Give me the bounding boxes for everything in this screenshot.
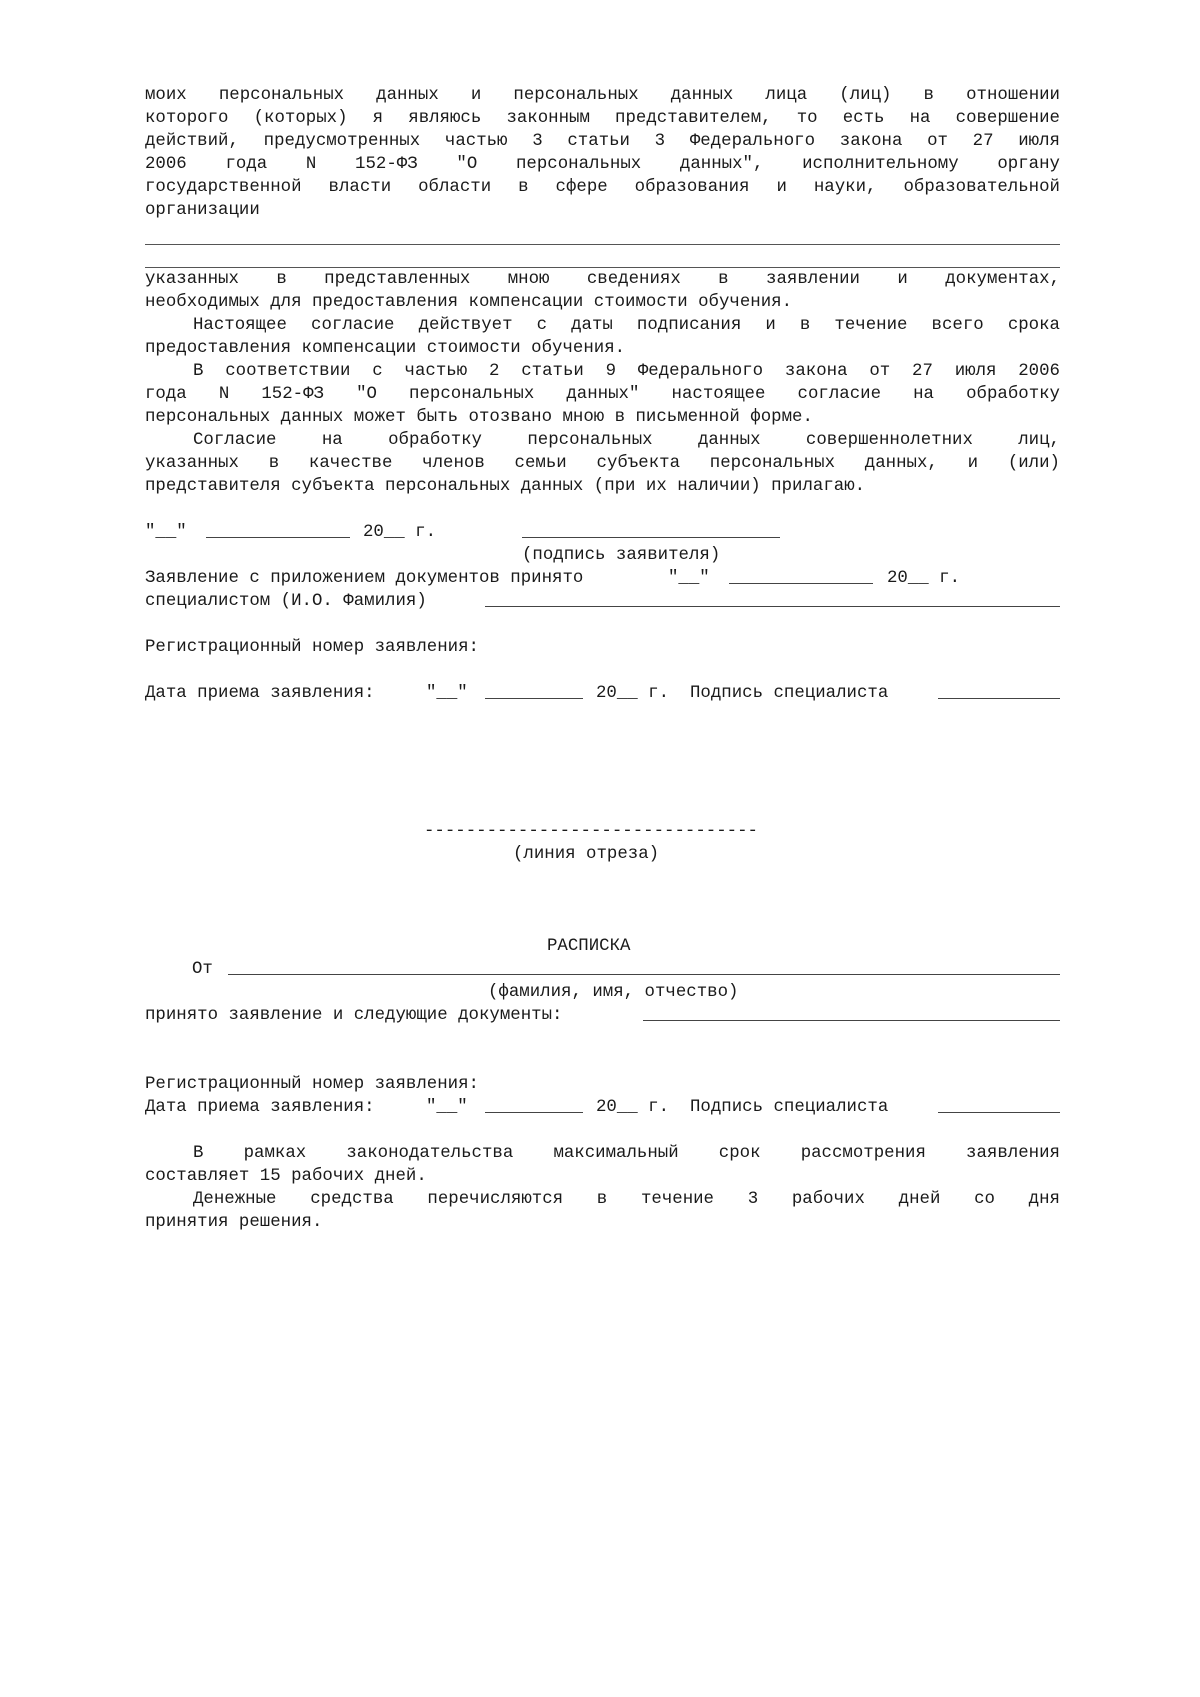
receipt-from-label: От	[192, 960, 213, 979]
receipt-date-label: Дата приема заявления:	[145, 1098, 375, 1117]
applicant-signature-caption: (подпись заявителя)	[522, 546, 721, 565]
accepted-year: 20__ г.	[887, 569, 961, 588]
receipt-date-month-blank	[485, 1096, 583, 1113]
receipt-docs-label: принято заявление и следующие документы:	[145, 1006, 563, 1025]
consent-line-1: моих персональных данных и персональных данных лица (лиц) в отношении	[145, 86, 1060, 105]
consent-line-8: необходимых для предоставления компенсации стоимости обучения.	[145, 293, 793, 312]
receipt-year: 20__ г.	[596, 684, 670, 703]
receipt-date-year: 20__ г.	[596, 1098, 670, 1117]
specialist-name-blank	[485, 590, 1060, 607]
attachment-line-3: представителя субъекта персональных данных (при их наличии) прилагаю.	[145, 477, 866, 496]
receipt-from-blank	[228, 958, 1060, 975]
specialist-label: специалистом (И.О. Фамилия)	[145, 592, 427, 611]
validity-line-1: Настоящее согласие действует с даты подписания и в течение всего срока	[193, 316, 1060, 335]
receipt-month-blank	[485, 682, 583, 699]
cut-line-label: (линия отреза)	[513, 845, 660, 864]
receipt-specialist-sign-blank	[938, 1096, 1060, 1113]
receipt-reg-number-label: Регистрационный номер заявления:	[145, 1075, 479, 1094]
note-line-1: В рамках законодательства максимальный срок рассмотрения заявления	[193, 1144, 1060, 1163]
consent-line-3: действий, предусмотренных частью 3 статьи 3 Федерального закона от 27 июля	[145, 132, 1060, 151]
validity-line-2: предоставления компенсации стоимости обучения.	[145, 339, 626, 358]
consent-line-5: государственной власти области в сфере образования и науки, образовательной	[145, 178, 1060, 197]
applicant-date-quote: "__"	[145, 523, 187, 542]
note-line-4: принятия решения.	[145, 1213, 323, 1232]
attachment-line-1: Согласие на обработку персональных данных совершеннолетних лиц,	[193, 431, 1060, 450]
applicant-date-year: 20__ г.	[363, 523, 437, 542]
reg-number-label: Регистрационный номер заявления:	[145, 638, 479, 657]
accepted-date-quote: "__"	[668, 569, 710, 588]
receipt-docs-blank	[643, 1004, 1060, 1021]
note-line-2: составляет 15 рабочих дней.	[145, 1167, 427, 1186]
revocation-line-2: года N 152-ФЗ "О персональных данных" настоящее согласие на обработку	[145, 385, 1060, 404]
receipt-date-label: Дата приема заявления:	[145, 684, 375, 703]
revocation-line-1: В соответствии с частью 2 статьи 9 Федерального закона от 27 июля 2006	[193, 362, 1060, 381]
specialist-sign-blank	[938, 682, 1060, 699]
consent-line-2: которого (которых) я являюсь законным представителем, то есть на совершение	[145, 109, 1060, 128]
receipt-date-quote: "__"	[426, 684, 468, 703]
cut-line: --------------------------------	[424, 822, 758, 841]
receipt-name-caption: (фамилия, имя, отчество)	[488, 983, 739, 1002]
applicant-signature-blank	[522, 521, 780, 538]
receipt-specialist-sign-label: Подпись специалиста	[690, 1098, 889, 1117]
revocation-line-3: персональных данных может быть отозвано мною в письменной форме.	[145, 408, 813, 427]
accepted-month-blank	[729, 567, 873, 584]
note-line-3: Денежные средства перечисляются в течение 3 рабочих дней со дня	[193, 1190, 1060, 1209]
consent-line-4: 2006 года N 152-ФЗ "О персональных данных", исполнительному органу	[145, 155, 1060, 174]
accepted-text: Заявление с приложением документов принято	[145, 569, 584, 588]
applicant-date-month-blank	[206, 521, 350, 538]
document-page	[145, 84, 1060, 498]
consent-line-7: указанных в представленных мною сведениях в заявлении и документах,	[145, 270, 1060, 289]
specialist-sign-label: Подпись специалиста	[690, 684, 889, 703]
receipt-title: РАСПИСКА	[547, 937, 631, 956]
receipt-notes	[145, 1142, 1060, 1234]
attachment-line-2: указанных в качестве членов семьи субъекта персональных данных, и (или)	[145, 454, 1060, 473]
consent-line-6: организации	[145, 201, 260, 220]
receipt-date-quote: "__"	[426, 1098, 468, 1117]
